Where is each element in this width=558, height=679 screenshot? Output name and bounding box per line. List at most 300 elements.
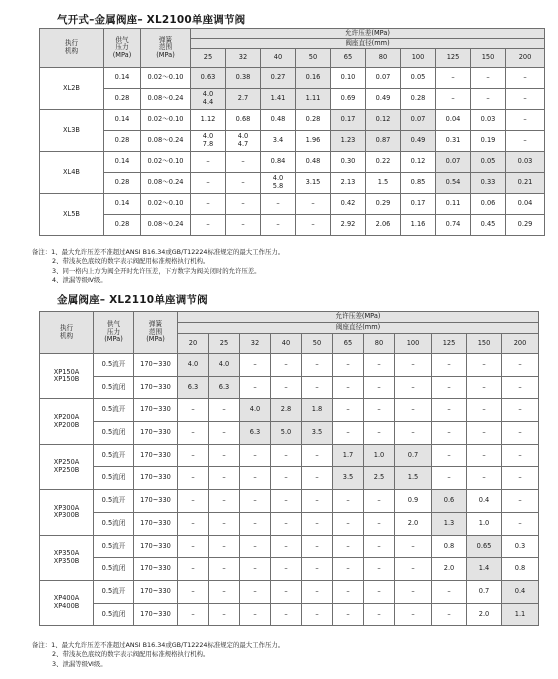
value-cell: – bbox=[364, 376, 395, 399]
value-cell: 2.0 bbox=[432, 558, 467, 581]
diameter-header-40: 40 bbox=[271, 334, 302, 354]
note-line: 备注：1、最大允许压差不准超过ANSI B16.34或GB/T12224标准规定的最大工作压力。 bbox=[32, 248, 285, 256]
value-cell: – bbox=[240, 444, 271, 467]
note-line: 备注：1、最大允许压差不准超过ANSI B16.34或GB/T12224标准规定的最大工作压力。 bbox=[32, 641, 285, 649]
value-cell: 0.8 bbox=[432, 535, 467, 558]
value-cell: 0.07 bbox=[401, 110, 436, 131]
value-cell: 0.19 bbox=[471, 131, 506, 152]
value-cell: – bbox=[432, 580, 467, 603]
value-cell: – bbox=[364, 354, 395, 377]
value-cell: 1.5 bbox=[366, 173, 401, 194]
value-cell: 4.0 4.7 bbox=[226, 131, 261, 152]
value-cell: – bbox=[502, 354, 539, 377]
table2-title: 金属阀座– XL2110单座调节阀 bbox=[57, 294, 208, 306]
spring-range-cell: 0.02～0.10 bbox=[141, 110, 191, 131]
value-cell: 0.17 bbox=[401, 194, 436, 215]
value-cell: 0.12 bbox=[366, 110, 401, 131]
value-cell: – bbox=[333, 580, 364, 603]
value-cell: 6.3 bbox=[209, 376, 240, 399]
value-cell: – bbox=[333, 422, 364, 445]
value-cell: – bbox=[240, 535, 271, 558]
value-cell: – bbox=[240, 354, 271, 377]
value-cell: 0.49 bbox=[401, 131, 436, 152]
value-cell: 0.3 bbox=[502, 535, 539, 558]
supply-pressure-cell: 0.5流闭 bbox=[94, 422, 134, 445]
value-cell: 1.5 bbox=[395, 467, 432, 490]
value-cell: 1.11 bbox=[296, 89, 331, 110]
value-cell: – bbox=[226, 215, 261, 236]
value-cell: – bbox=[209, 580, 240, 603]
value-cell: – bbox=[506, 131, 545, 152]
value-cell: 1.3 bbox=[432, 512, 467, 535]
value-cell: – bbox=[191, 173, 226, 194]
spring-range-cell: 170~330 bbox=[134, 558, 178, 581]
value-cell: 0.48 bbox=[261, 110, 296, 131]
supply-pressure-cell: 0.5流开 bbox=[94, 444, 134, 467]
spring-range-cell: 0.02～0.10 bbox=[141, 194, 191, 215]
value-cell: 0.29 bbox=[366, 194, 401, 215]
value-cell: 2.13 bbox=[331, 173, 366, 194]
value-cell: 0.12 bbox=[401, 152, 436, 173]
supply-pressure-cell: 0.5流闭 bbox=[94, 558, 134, 581]
value-cell: – bbox=[302, 354, 333, 377]
value-cell: – bbox=[364, 580, 395, 603]
spring-range-cell: 0.08～0.24 bbox=[141, 131, 191, 152]
value-cell: 0.04 bbox=[506, 194, 545, 215]
value-cell: – bbox=[364, 535, 395, 558]
value-cell: – bbox=[209, 399, 240, 422]
value-cell: – bbox=[467, 399, 502, 422]
diameter-header-80: 80 bbox=[364, 334, 395, 354]
value-cell: – bbox=[502, 490, 539, 513]
diameter-header-125: 125 bbox=[432, 334, 467, 354]
value-cell: – bbox=[191, 215, 226, 236]
header-allowable-pressure: 允许压差(MPa) bbox=[178, 312, 539, 323]
value-cell: 4.0 bbox=[209, 354, 240, 377]
table-row bbox=[40, 490, 539, 513]
value-cell: – bbox=[271, 444, 302, 467]
value-cell: – bbox=[191, 194, 226, 215]
value-cell: – bbox=[226, 173, 261, 194]
actuator-cell: XP250A XP250B bbox=[40, 444, 94, 489]
supply-pressure-cell: 0.5流闭 bbox=[94, 603, 134, 626]
table2-notes bbox=[32, 641, 284, 669]
value-cell: – bbox=[395, 580, 432, 603]
value-cell: – bbox=[271, 580, 302, 603]
value-cell: – bbox=[432, 444, 467, 467]
header-supply-pressure: 供气 压力 (MPa) bbox=[104, 29, 141, 68]
value-cell: 1.41 bbox=[261, 89, 296, 110]
spring-range-cell: 170~330 bbox=[134, 467, 178, 490]
value-cell: – bbox=[209, 422, 240, 445]
header-spring-range: 弹簧 范围 (MPa) bbox=[134, 312, 178, 354]
diameter-header-100: 100 bbox=[395, 334, 432, 354]
spring-range-cell: 170~330 bbox=[134, 444, 178, 467]
value-cell: – bbox=[178, 444, 209, 467]
header-supply-pressure: 供气 压力 (MPa) bbox=[94, 312, 134, 354]
table-row bbox=[40, 110, 545, 131]
value-cell: 0.84 bbox=[261, 152, 296, 173]
diameter-header-65: 65 bbox=[331, 49, 366, 68]
value-cell: – bbox=[302, 580, 333, 603]
header-seat-diameter: 阀座直径(mm) bbox=[191, 39, 545, 49]
value-cell: 0.85 bbox=[401, 173, 436, 194]
supply-pressure-cell: 0.28 bbox=[104, 215, 141, 236]
value-cell: 0.74 bbox=[436, 215, 471, 236]
value-cell: – bbox=[178, 558, 209, 581]
value-cell: – bbox=[271, 354, 302, 377]
value-cell: 5.0 bbox=[271, 422, 302, 445]
spring-range-cell: 170~330 bbox=[134, 422, 178, 445]
value-cell: – bbox=[302, 603, 333, 626]
spring-range-cell: 170~330 bbox=[134, 490, 178, 513]
spring-range-cell: 170~330 bbox=[134, 512, 178, 535]
value-cell: 2.8 bbox=[271, 399, 302, 422]
value-cell: – bbox=[178, 603, 209, 626]
value-cell: 0.38 bbox=[226, 68, 261, 89]
value-cell: – bbox=[436, 68, 471, 89]
diameter-header-25: 25 bbox=[191, 49, 226, 68]
table-row bbox=[40, 131, 545, 152]
value-cell: 0.54 bbox=[436, 173, 471, 194]
supply-pressure-cell: 0.5流开 bbox=[94, 490, 134, 513]
value-cell: 0.33 bbox=[471, 173, 506, 194]
value-cell: – bbox=[271, 490, 302, 513]
table-row bbox=[40, 194, 545, 215]
spring-range-cell: 0.02～0.10 bbox=[141, 152, 191, 173]
value-cell: – bbox=[240, 376, 271, 399]
value-cell: 3.4 bbox=[261, 131, 296, 152]
note-line: 3、泄漏等级Ⅵ级。 bbox=[52, 659, 107, 668]
value-cell: 0.07 bbox=[366, 68, 401, 89]
diameter-header-150: 150 bbox=[467, 334, 502, 354]
supply-pressure-cell: 0.5流开 bbox=[94, 535, 134, 558]
actuator-cell: XP300A XP300B bbox=[40, 490, 94, 535]
value-cell: – bbox=[302, 535, 333, 558]
table-row bbox=[40, 354, 539, 377]
value-cell: – bbox=[271, 558, 302, 581]
spring-range-cell: 170~330 bbox=[134, 603, 178, 626]
value-cell: 0.10 bbox=[331, 68, 366, 89]
value-cell: 4.0 7.8 bbox=[191, 131, 226, 152]
value-cell: 1.7 bbox=[333, 444, 364, 467]
value-cell: – bbox=[302, 467, 333, 490]
spring-range-cell: 0.08～0.24 bbox=[141, 173, 191, 194]
value-cell: – bbox=[191, 152, 226, 173]
value-cell: 2.0 bbox=[467, 603, 502, 626]
header-actuator: 执行 机构 bbox=[40, 312, 94, 354]
table-row bbox=[40, 173, 545, 194]
value-cell: – bbox=[302, 512, 333, 535]
value-cell: 1.16 bbox=[401, 215, 436, 236]
value-cell: – bbox=[432, 422, 467, 445]
value-cell: – bbox=[502, 444, 539, 467]
value-cell: – bbox=[271, 376, 302, 399]
diameter-header-200: 200 bbox=[502, 334, 539, 354]
value-cell: – bbox=[209, 535, 240, 558]
value-cell: – bbox=[302, 558, 333, 581]
value-cell: – bbox=[302, 444, 333, 467]
note-line: 2、带浅灰色底纹的数字表示阀配用标准规格执行机构。 bbox=[52, 257, 210, 266]
value-cell: – bbox=[506, 68, 545, 89]
value-cell: 0.04 bbox=[436, 110, 471, 131]
value-cell: – bbox=[502, 512, 539, 535]
value-cell: – bbox=[178, 535, 209, 558]
value-cell: – bbox=[471, 89, 506, 110]
value-cell: 0.03 bbox=[471, 110, 506, 131]
value-cell: – bbox=[502, 399, 539, 422]
value-cell: 0.68 bbox=[226, 110, 261, 131]
note-line: 3、同一格内上方为阀全开时允许压差，下方数字为阀关闭时的允许压差。 bbox=[52, 266, 261, 275]
value-cell: 0.9 bbox=[395, 490, 432, 513]
header-allowable-pressure: 允许压差(MPa) bbox=[191, 29, 545, 39]
value-cell: 0.22 bbox=[366, 152, 401, 173]
value-cell: – bbox=[333, 490, 364, 513]
table-row bbox=[40, 376, 539, 399]
value-cell: 3.5 bbox=[302, 422, 333, 445]
value-cell: – bbox=[178, 399, 209, 422]
value-cell: – bbox=[502, 376, 539, 399]
value-cell: 0.17 bbox=[331, 110, 366, 131]
value-cell: – bbox=[333, 535, 364, 558]
table-row bbox=[40, 89, 545, 110]
value-cell: – bbox=[395, 603, 432, 626]
value-cell: – bbox=[333, 399, 364, 422]
value-cell: 0.05 bbox=[471, 152, 506, 173]
value-cell: – bbox=[364, 558, 395, 581]
value-cell: – bbox=[240, 603, 271, 626]
value-cell: 2.7 bbox=[226, 89, 261, 110]
table-row bbox=[40, 603, 539, 626]
value-cell: 4.0 4.4 bbox=[191, 89, 226, 110]
value-cell: – bbox=[240, 467, 271, 490]
value-cell: – bbox=[240, 490, 271, 513]
value-cell: 0.87 bbox=[366, 131, 401, 152]
table-row bbox=[40, 558, 539, 581]
value-cell: – bbox=[432, 603, 467, 626]
table1-notes bbox=[32, 248, 284, 286]
table-row bbox=[40, 444, 539, 467]
value-cell: – bbox=[271, 603, 302, 626]
supply-pressure-cell: 0.5流闭 bbox=[94, 512, 134, 535]
value-cell: – bbox=[506, 110, 545, 131]
value-cell: 0.11 bbox=[436, 194, 471, 215]
value-cell: – bbox=[271, 512, 302, 535]
value-cell: – bbox=[432, 467, 467, 490]
value-cell: 0.28 bbox=[296, 110, 331, 131]
value-cell: – bbox=[364, 603, 395, 626]
supply-pressure-cell: 0.5流开 bbox=[94, 399, 134, 422]
supply-pressure-cell: 0.14 bbox=[104, 152, 141, 173]
spring-range-cell: 0.08～0.24 bbox=[141, 89, 191, 110]
value-cell: 0.30 bbox=[331, 152, 366, 173]
value-cell: 1.0 bbox=[364, 444, 395, 467]
value-cell: 0.63 bbox=[191, 68, 226, 89]
actuator-cell: XL2B bbox=[40, 68, 104, 110]
note-line: 4、泄漏等级Ⅳ级。 bbox=[52, 276, 107, 285]
value-cell: – bbox=[261, 215, 296, 236]
value-cell: – bbox=[209, 467, 240, 490]
supply-pressure-cell: 0.14 bbox=[104, 194, 141, 215]
value-cell: – bbox=[178, 422, 209, 445]
value-cell: 2.5 bbox=[364, 467, 395, 490]
actuator-cell: XL4B bbox=[40, 152, 104, 194]
diameter-header-32: 32 bbox=[240, 334, 271, 354]
spring-range-cell: 170~330 bbox=[134, 535, 178, 558]
value-cell: – bbox=[364, 422, 395, 445]
value-cell: – bbox=[178, 580, 209, 603]
diameter-header-200: 200 bbox=[506, 49, 545, 68]
value-cell: – bbox=[333, 354, 364, 377]
supply-pressure-cell: 0.5流闭 bbox=[94, 376, 134, 399]
spring-range-cell: 170~330 bbox=[134, 399, 178, 422]
diameter-header-150: 150 bbox=[471, 49, 506, 68]
diameter-header-100: 100 bbox=[401, 49, 436, 68]
value-cell: – bbox=[302, 490, 333, 513]
value-cell: – bbox=[296, 194, 331, 215]
value-cell: 4.0 bbox=[240, 399, 271, 422]
supply-pressure-cell: 0.5流闭 bbox=[94, 467, 134, 490]
value-cell: 1.12 bbox=[191, 110, 226, 131]
value-cell: – bbox=[296, 215, 331, 236]
value-cell: 1.96 bbox=[296, 131, 331, 152]
value-cell: – bbox=[364, 512, 395, 535]
value-cell: 0.6 bbox=[432, 490, 467, 513]
supply-pressure-cell: 0.14 bbox=[104, 110, 141, 131]
value-cell: – bbox=[226, 152, 261, 173]
value-cell: 0.48 bbox=[296, 152, 331, 173]
value-cell: – bbox=[395, 558, 432, 581]
table-row bbox=[40, 215, 545, 236]
value-cell: 1.8 bbox=[302, 399, 333, 422]
note-line: 2、带浅灰色底纹的数字表示阀配用标准规格执行机构。 bbox=[52, 650, 210, 659]
value-cell: 0.42 bbox=[331, 194, 366, 215]
spring-range-cell: 170~330 bbox=[134, 376, 178, 399]
value-cell: – bbox=[333, 376, 364, 399]
value-cell: – bbox=[178, 467, 209, 490]
value-cell: 0.29 bbox=[506, 215, 545, 236]
value-cell: – bbox=[178, 490, 209, 513]
spring-range-cell: 170~330 bbox=[134, 580, 178, 603]
spring-range-cell: 0.02～0.10 bbox=[141, 68, 191, 89]
value-cell: – bbox=[240, 558, 271, 581]
table-row bbox=[40, 399, 539, 422]
value-cell: 0.7 bbox=[395, 444, 432, 467]
value-cell: 0.65 bbox=[467, 535, 502, 558]
value-cell: 1.23 bbox=[331, 131, 366, 152]
supply-pressure-cell: 0.5流开 bbox=[94, 354, 134, 377]
value-cell: – bbox=[502, 422, 539, 445]
header-spring-range: 弹簧 范围 (MPa) bbox=[141, 29, 191, 68]
actuator-cell: XP200A XP200B bbox=[40, 399, 94, 444]
value-cell: – bbox=[395, 422, 432, 445]
value-cell: – bbox=[467, 376, 502, 399]
value-cell: 1.1 bbox=[502, 603, 539, 626]
actuator-cell: XP350A XP350B bbox=[40, 535, 94, 580]
value-cell: – bbox=[364, 490, 395, 513]
value-cell: 1.4 bbox=[467, 558, 502, 581]
value-cell: – bbox=[240, 580, 271, 603]
value-cell: – bbox=[226, 194, 261, 215]
value-cell: – bbox=[209, 490, 240, 513]
value-cell: – bbox=[209, 444, 240, 467]
value-cell: – bbox=[467, 422, 502, 445]
diameter-header-50: 50 bbox=[302, 334, 333, 354]
actuator-cell: XL3B bbox=[40, 110, 104, 152]
value-cell: 0.31 bbox=[436, 131, 471, 152]
value-cell: 0.7 bbox=[467, 580, 502, 603]
value-cell: 0.16 bbox=[296, 68, 331, 89]
value-cell: 0.07 bbox=[436, 152, 471, 173]
value-cell: – bbox=[209, 603, 240, 626]
diameter-header-65: 65 bbox=[333, 334, 364, 354]
value-cell: – bbox=[271, 535, 302, 558]
diameter-header-125: 125 bbox=[436, 49, 471, 68]
table-row bbox=[40, 512, 539, 535]
value-cell: 0.21 bbox=[506, 173, 545, 194]
value-cell: 0.28 bbox=[401, 89, 436, 110]
value-cell: 4.0 5.8 bbox=[261, 173, 296, 194]
table1-title: 气开式–金属阀座– XL2100单座调节阀 bbox=[57, 14, 246, 26]
value-cell: – bbox=[333, 512, 364, 535]
value-cell: – bbox=[502, 467, 539, 490]
value-cell: 3.15 bbox=[296, 173, 331, 194]
value-cell: 2.06 bbox=[366, 215, 401, 236]
value-cell: 3.5 bbox=[333, 467, 364, 490]
value-cell: 6.3 bbox=[178, 376, 209, 399]
value-cell: – bbox=[333, 603, 364, 626]
value-cell: 0.27 bbox=[261, 68, 296, 89]
value-cell: 4.0 bbox=[178, 354, 209, 377]
value-cell: – bbox=[467, 467, 502, 490]
value-cell: – bbox=[302, 376, 333, 399]
value-cell: – bbox=[240, 512, 271, 535]
value-cell: – bbox=[432, 376, 467, 399]
supply-pressure-cell: 0.28 bbox=[104, 89, 141, 110]
xl2110-table bbox=[39, 311, 539, 626]
diameter-header-20: 20 bbox=[178, 334, 209, 354]
value-cell: 0.69 bbox=[331, 89, 366, 110]
supply-pressure-cell: 0.28 bbox=[104, 131, 141, 152]
header-seat-diameter: 阀座直径(mm) bbox=[178, 323, 539, 334]
value-cell: – bbox=[506, 89, 545, 110]
table-row bbox=[40, 68, 545, 89]
diameter-header-50: 50 bbox=[296, 49, 331, 68]
actuator-cell: XP150A XP150B bbox=[40, 354, 94, 399]
supply-pressure-cell: 0.5流开 bbox=[94, 580, 134, 603]
value-cell: – bbox=[432, 399, 467, 422]
value-cell: – bbox=[395, 535, 432, 558]
value-cell: – bbox=[209, 512, 240, 535]
supply-pressure-cell: 0.14 bbox=[104, 68, 141, 89]
header-actuator: 执行 机构 bbox=[40, 29, 104, 68]
diameter-header-40: 40 bbox=[261, 49, 296, 68]
value-cell: 1.0 bbox=[467, 512, 502, 535]
actuator-cell: XL5B bbox=[40, 194, 104, 236]
table-row bbox=[40, 152, 545, 173]
value-cell: – bbox=[467, 444, 502, 467]
value-cell: – bbox=[436, 89, 471, 110]
value-cell: 0.06 bbox=[471, 194, 506, 215]
value-cell: 0.03 bbox=[506, 152, 545, 173]
diameter-header-25: 25 bbox=[209, 334, 240, 354]
spring-range-cell: 170~330 bbox=[134, 354, 178, 377]
value-cell: – bbox=[395, 399, 432, 422]
diameter-header-80: 80 bbox=[366, 49, 401, 68]
value-cell: – bbox=[432, 354, 467, 377]
xl2100-table bbox=[39, 28, 545, 236]
value-cell: – bbox=[178, 512, 209, 535]
